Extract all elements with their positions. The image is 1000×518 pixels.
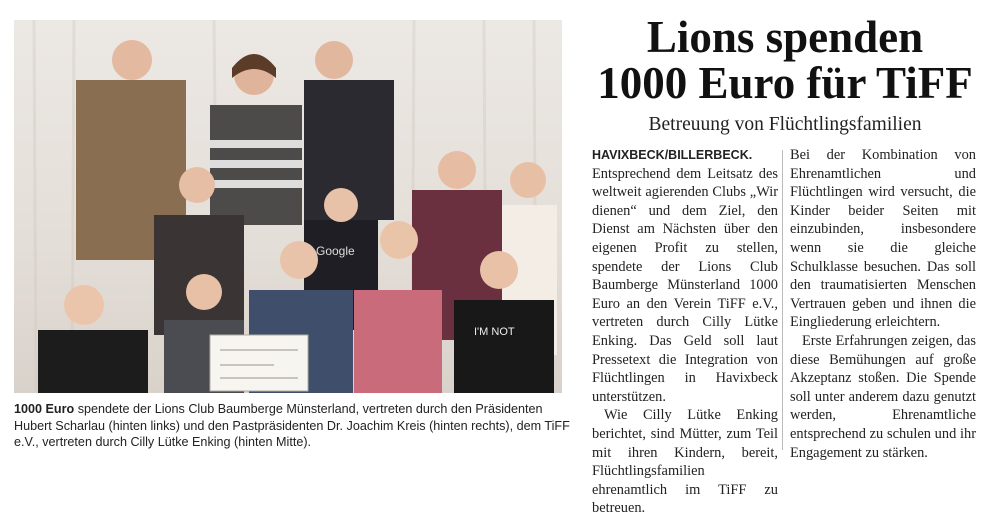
headline: [580, 14, 990, 106]
group-photo: [14, 20, 562, 393]
shirt-print-imnot: I'M NOT: [474, 326, 515, 338]
subheadline: Betreuung von Flüchtlingsfamilien: [648, 114, 922, 135]
column-1-paragraph-1: [592, 146, 778, 406]
article-column-1: [592, 146, 778, 518]
shirt-print-google: Google: [316, 244, 355, 258]
headline-line-1: Lions spenden: [646, 12, 924, 62]
caption-lead: 1000 Euro: [14, 402, 75, 416]
column-1-paragraph-2: Wie Cilly Lütke Enking berichtet, sind Mütter, zum Teil mit ihren Kindern, bereit, Flüchtlingsfamilien ehrenamtlich im TiFF zu betreuen.: [592, 407, 778, 517]
column-2-paragraph-1: Bei der Kombination von Ehrenamtlichen und Flüchtlingen wird versucht, die Kinder beider Seiten mit einzubinden, insbesondere wenn sie die gleiche Schulklasse besuchen. Das soll den traumatisierten Menschen Vertrauen geben und ihnen die Eingliederung erleichtern.: [790, 147, 976, 331]
photo-caption: [14, 401, 570, 451]
column-1-text-1: Entsprechend dem Leitsatz des weltweit agierenden Clubs „Wir dienen“ und dem Ziel, den Dienst am Nächsten über den eigenen Profit zu stellen, spendete der Lions Club Baumberge Münsterland 1000 Euro an den Verein TiFF e.V., vertreten durch Cilly Lütke Enking. Das Geld soll laut Pressetext die Integration von Flüchtlingen in Havixbeck unterstützen.: [592, 165, 778, 405]
headline-line-2: 1000 Euro für TiFF: [597, 58, 973, 108]
group-photo-illustration: [14, 20, 562, 393]
column-divider: [782, 150, 783, 450]
column-2-paragraph-2: Erste Erfahrungen zeigen, das diese Bemühungen auf große Akzeptanz stoßen. Die Spende soll unter anderem dazu genutzt werden, Ehrenamtliche entsprechend zu schulen und ihr Engagement zu stärken.: [790, 332, 976, 461]
article-column-2: [790, 146, 976, 462]
caption-text: spendete der Lions Club Baumberge Münsterland, vertreten durch den Präsidenten Hubert Scharlau (hinten links) und den Pastpräsidenten Dr. Joachim Kreis (hinten rechts), dem TiFF e.V., vertreten durch Cilly Lütke Enking (hinten Mitte).: [14, 402, 570, 449]
dateline: HAVIXBECK/BILLERBECK.: [592, 148, 753, 162]
